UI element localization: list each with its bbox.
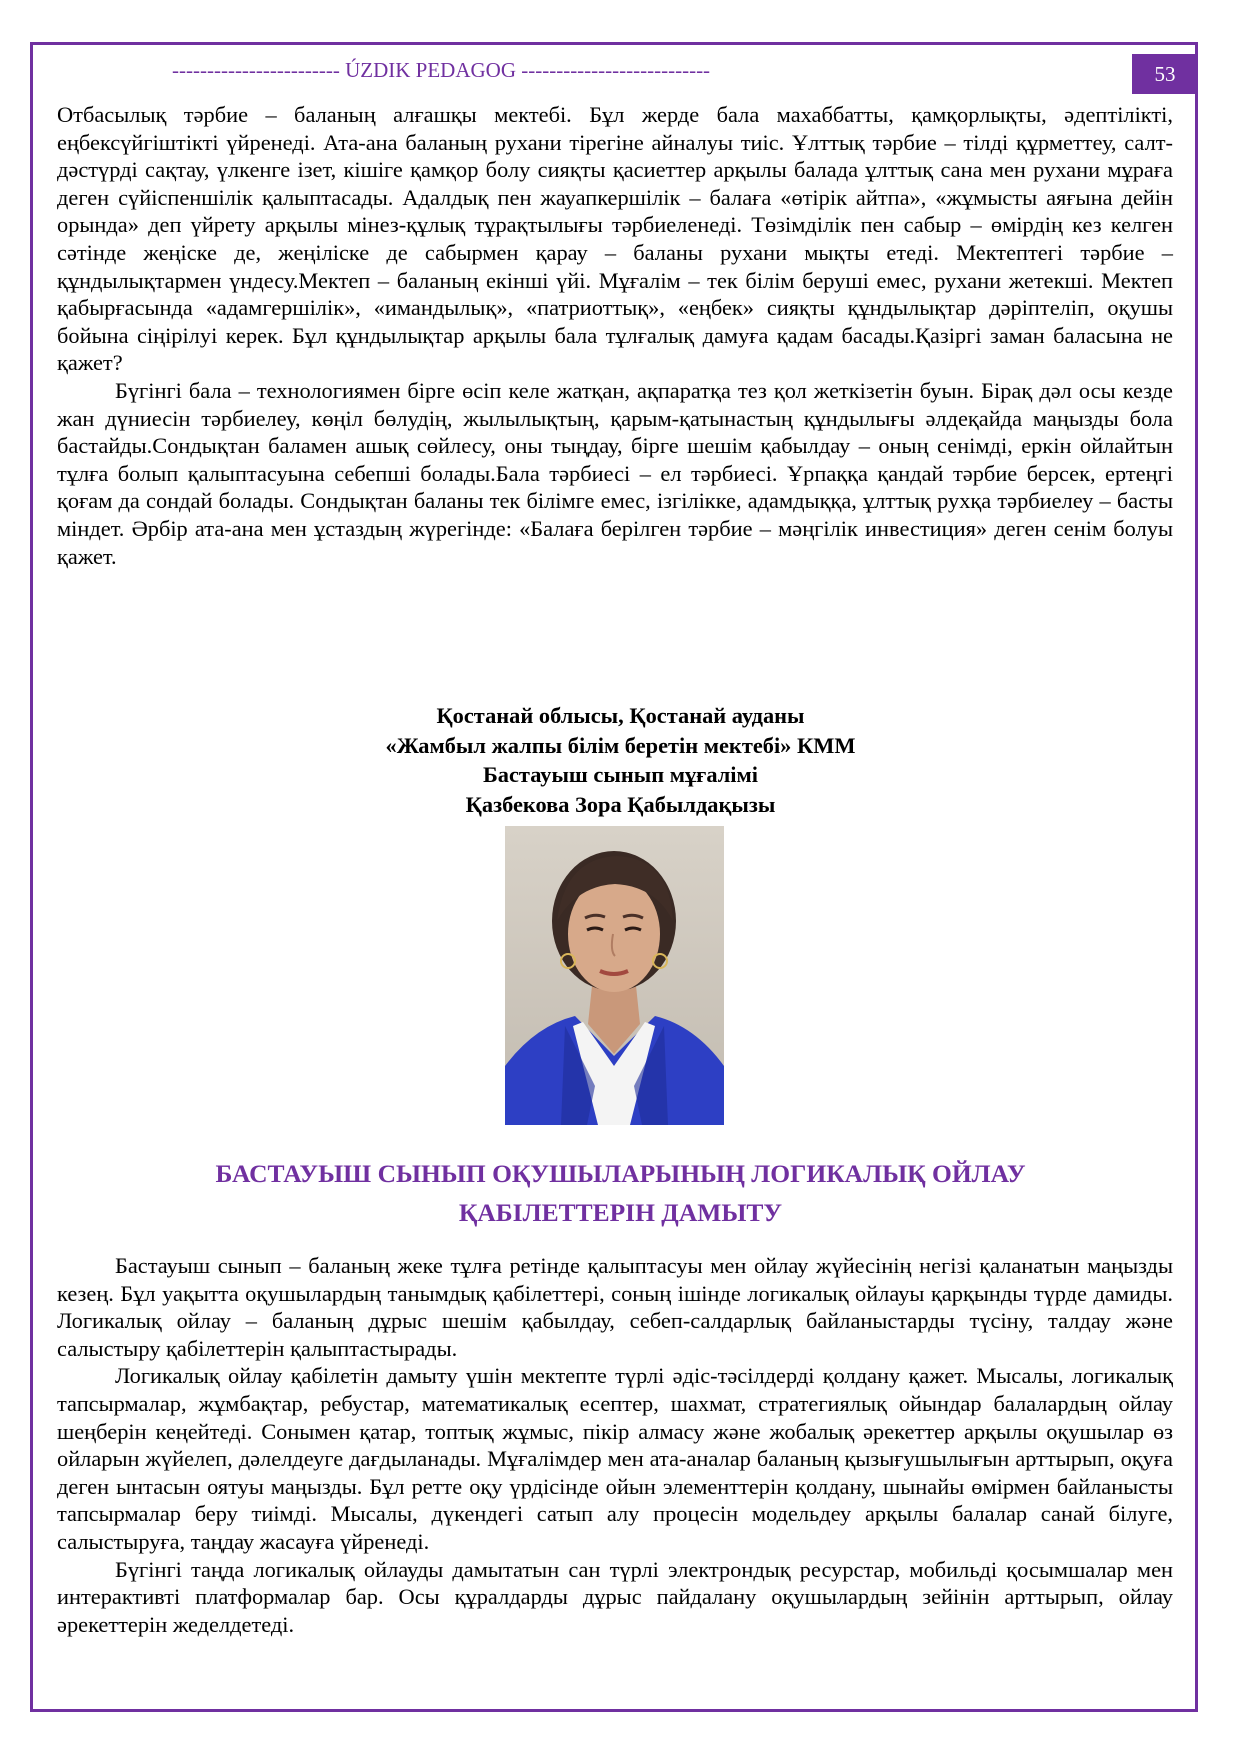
author-school: «Жамбыл жалпы білім беретін мектебі» КММ [385, 732, 856, 758]
journal-header: ------------------------ ÚZDIK PEDAGOG --------------------------- [172, 58, 711, 82]
paragraph: Логикалық ойлау қабілетін дамыту үшін мектепте түрлі әдіс-тәсілдерді қолдану қажет. Мысалы, логикалық тапсырмалар, жұмбақтар, ребустар, математикалық есептер, шахмат, стратегиялық ойындар балалардың ойлау шеңберін кеңейтеді. Сонымен қатар, топтық жұмыс, пікір алмасу және жобалық әрекеттер арқылы оқушылар өз ойларын жүйелеп, дәлелдеуге дағдыланады. Мұғалімдер мен ата-аналар баланың қызығушылығын арттырып, оқуға деген ынтасын оятуы маңызды. Бұл ретте оқу үрдісінде ойын элементтерін қолдану, шынайы өмірмен байланысты тапсырмалар беру тиімді. Мысалы, дүкендегі сатып алу процесін модельдеу арқылы балалар санай білуге, салыстыруға, таңдау жасауға үйренеді. [57, 1363, 1173, 1554]
author-position: Бастауыш сынып мұғалімі [482, 762, 758, 787]
paragraph: Бастауыш сынып – баланың жеке тұлға ретінде қалыптасуы мен ойлау жүйесінің негізі қаланатын маңызды кезең. Бұл уақытта оқушылардың танымдық қабілеттері, соның ішінде логикалық ойлауы қарқынды түрде дамиды. Логикалық ойлау – баланың дұрыс шешім қабылдау, себеп-салдарлық байланыстарды түсіну, талдау және салыстыру қабілеттерін қалыптастырады. [57, 1253, 1173, 1361]
paragraph: Бүгінгі таңда логикалық ойлауды дамытатын сан түрлі электрондық ресурстар, мобильді қосымшалар мен интерактивті платформалар бар. Осы құралдарды дұрыс пайдалану оқушылардың зейінін арттырып, ойлау әрекеттерін жеделдетеді. [57, 1556, 1173, 1637]
paragraph: Отбасылық тәрбие – баланың алғашқы мектебі. Бұл жерде бала махаббатты, қамқорлықты, әдептілікті, еңбексүйгіштікті үйренеді. Ата-ана баланың рухани тірегіне айналуы тиіс. Ұлттық тәрбие – тілді құрметтеу, салт-дәстүрді сақтау, үлкенге ізет, кішіге қамқор болу сияқты қасиеттер арқылы балада ұлттық сана мен рухани мұраға деген сүйіспеншілік қалыптасады. Адалдық пен жауапкершілік – балаға «өтірік айтпа», «жұмысты аяғына дейін орында» деп үйрету арқылы мінез-құлық тұрақтылығы тәрбиеленеді. Төзімділік пен сабыр – өмірдің кез келген сәтінде жеңіске де, жеңіліске де сабырмен қарау – баланы рухани мықты етеді. Мектептегі тәрбие – құндылықтармен үндесу.Мектеп – баланың екінші үйі. Мұғалім – тек білім беруші емес, рухани жетекші. Мектеп қабырғасында «адамгершілік», «имандылық», «патриоттық», «еңбек» сияқты құндылықтар дәріптеліп, оқушы бойына сіңірілуі керек. Бұл құндылықтар арқылы бала тұлғалық дамуға қадам басады.Қазіргі заман баласына не қажет? [57, 102, 1173, 376]
article-title-line1: БАСТАУЫШ СЫНЫП ОҚУШЫЛАРЫНЫҢ ЛОГИКАЛЫҚ ОЙЛАУ [215, 1159, 1026, 1188]
article-body [57, 1252, 1173, 1638]
author-info [0, 701, 1241, 819]
author-region: Қостанай облысы, Қостанай ауданы [436, 703, 805, 728]
article-title-line2: ҚАБІЛЕТТЕРІН ДАМЫТУ [458, 1198, 783, 1227]
page-number: 53 [1132, 54, 1198, 94]
author-name: Қазбекова Зора Қабылдақызы [465, 791, 776, 817]
article-title [60, 1154, 1181, 1232]
article-continuation [57, 101, 1173, 570]
paragraph: Бүгінгі бала – технологиямен бірге өсіп келе жатқан, ақпаратқа тез қол жеткізетін буын. Бірақ дәл осы кезде жан дүниесін тәрбиелеу, көңіл бөлудің, жылылықтың, қарым-қатынастың құндылығы әлдеқайда маңызды бола бастайды.Сондықтан баламен ашық сөйлесу, оны тыңдау, бірге шешім қабылдау – оның сенімді, еркін ойлайтын тұлға болып қалыптасуына себепші болады.Бала тәрбиесі – ел тәрбиесі. Ұрпаққа қандай тәрбие берсек, ертеңгі қоғам да сондай болады. Сондықтан баланы тек білімге емес, ізгілікке, адамдыққа, ұлттық рухқа тәрбиелеу – басты міндет. Әрбір ата-ана мен ұстаздың жүрегінде: «Балаға берілген тәрбие – мәңгілік инвестиция» деген сенім болуы қажет. [57, 377, 1173, 569]
author-photo [505, 826, 724, 1125]
